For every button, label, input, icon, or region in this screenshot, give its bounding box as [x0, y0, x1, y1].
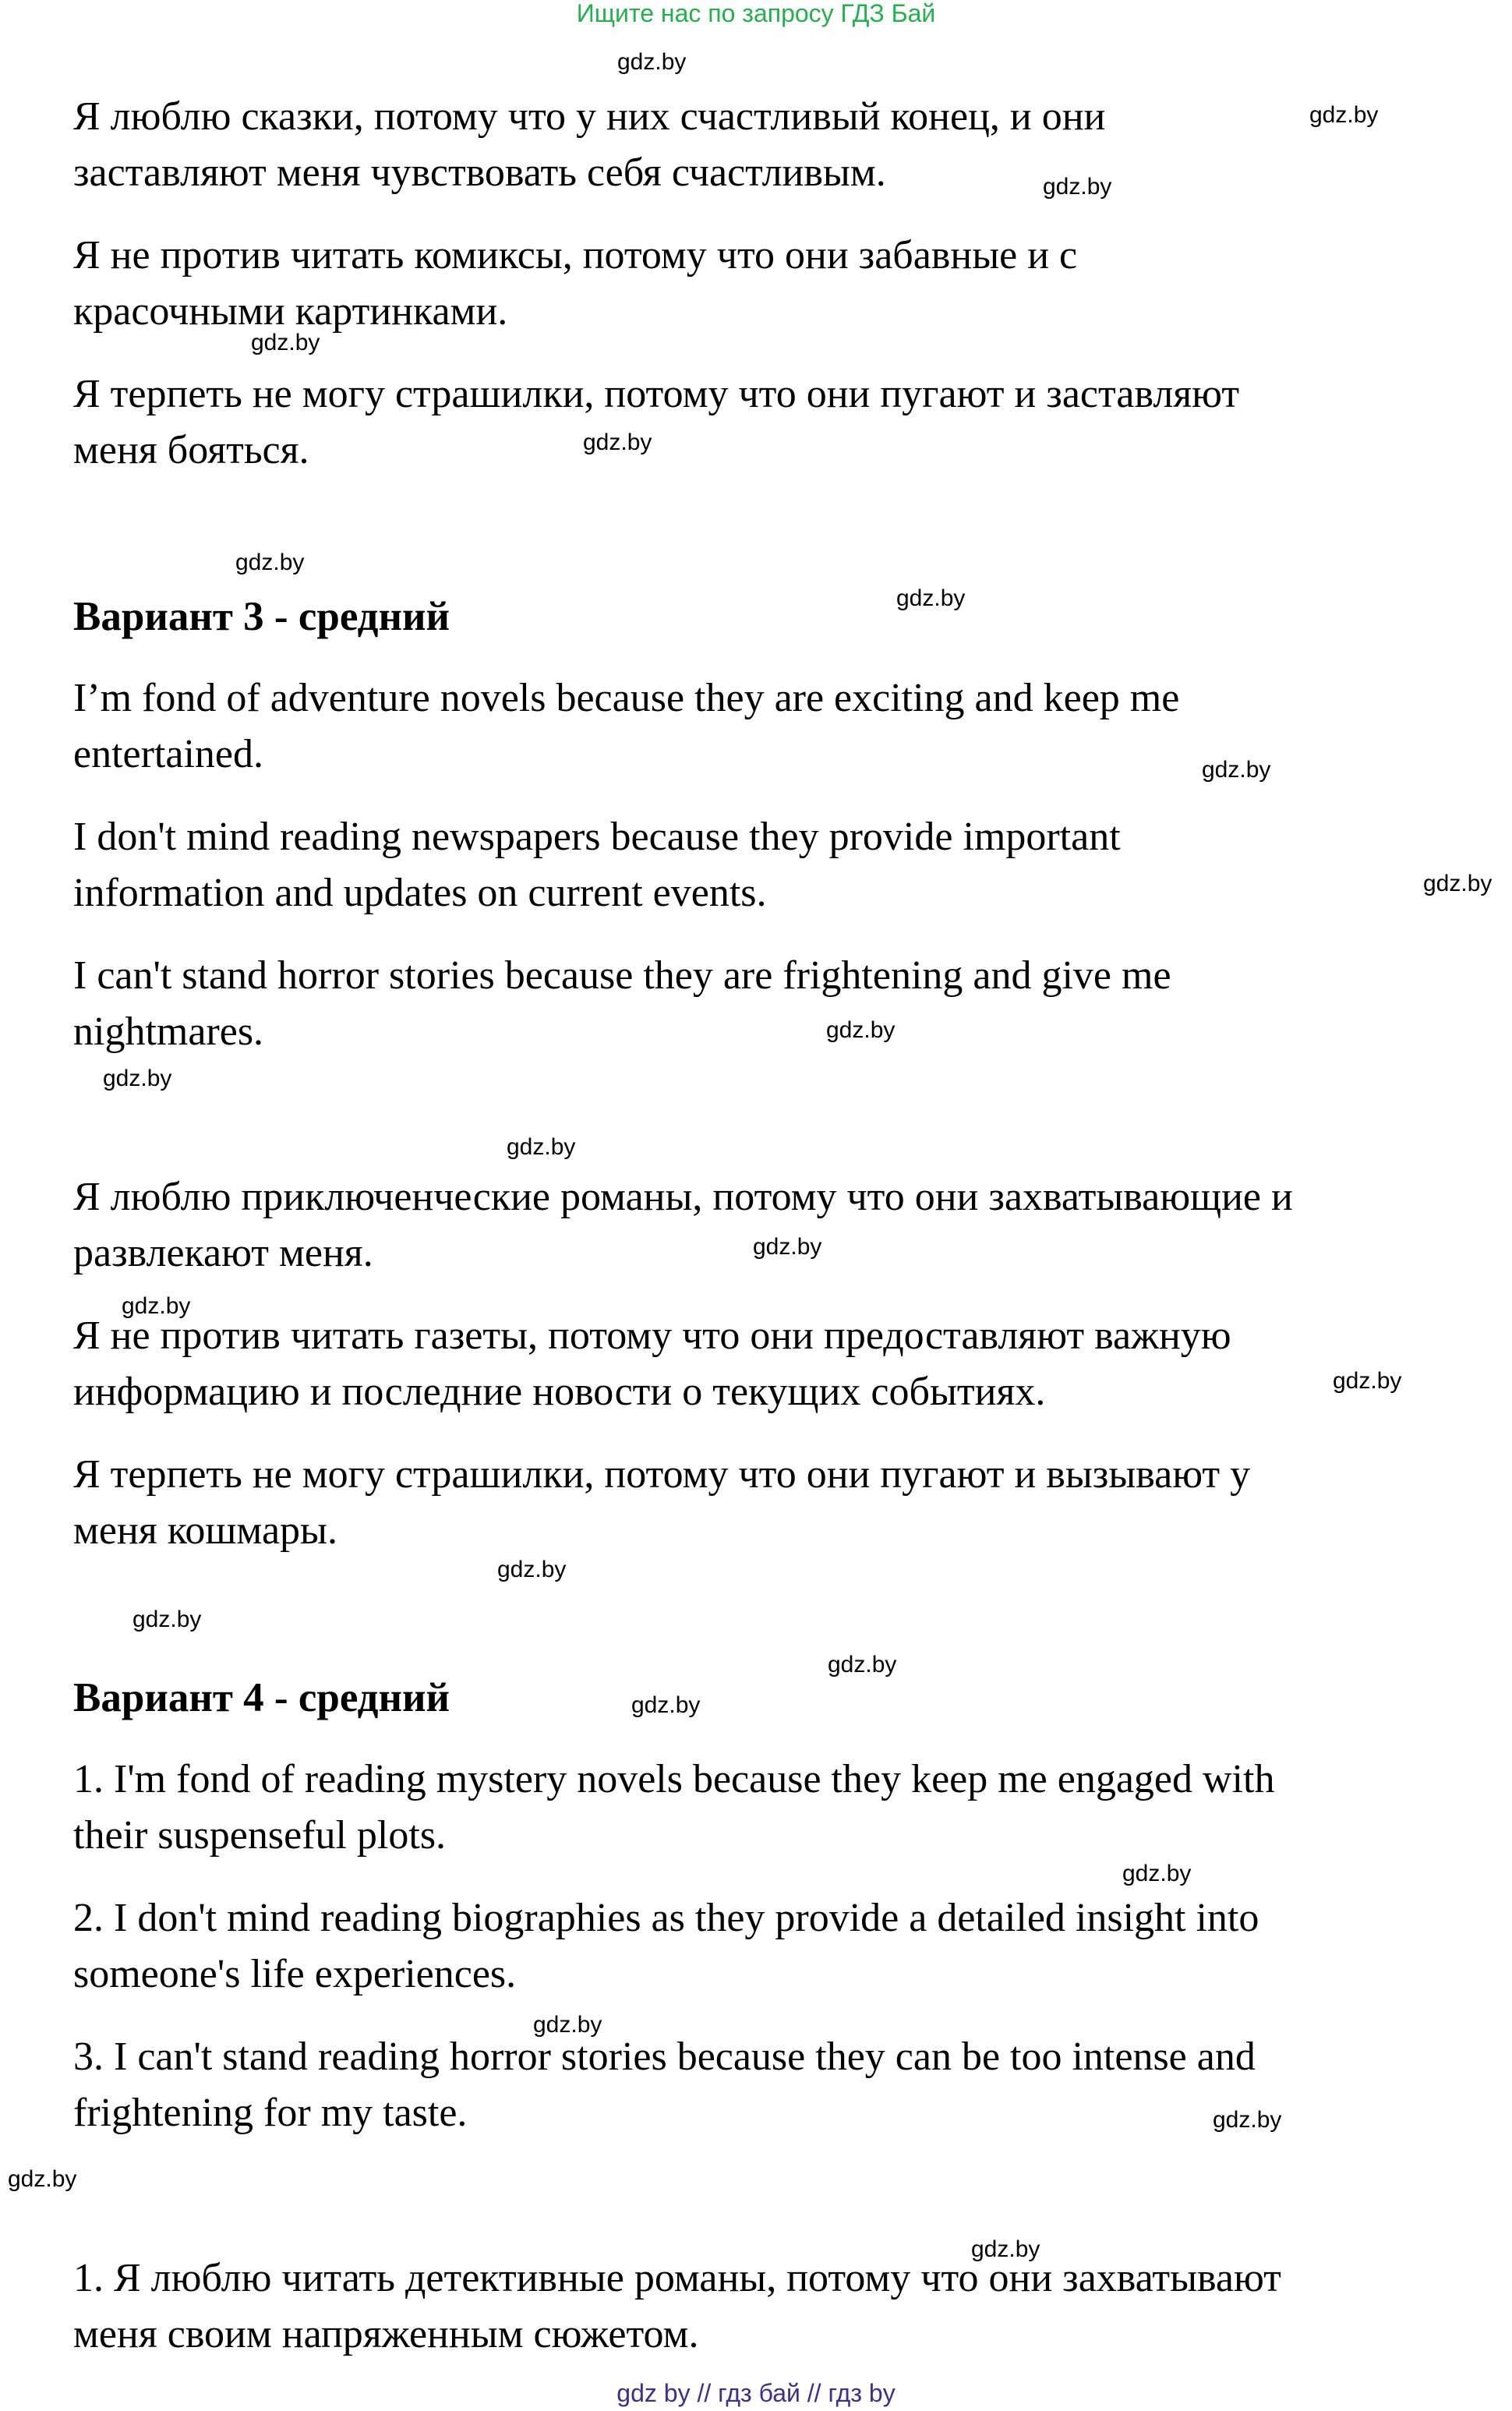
paragraph-line: 3. I can't stand reading horror stories because they can be too intense and [73, 2035, 1256, 2079]
paragraph-line: Я люблю сказки, потому что у них счастливый конец, и они [73, 94, 1106, 139]
paragraph-ru-fairy-tales [73, 89, 1476, 201]
paragraph-line: Я не против читать газеты, потому что они предоставляют важную [73, 1313, 1231, 1358]
paragraph-en-horror [73, 948, 1476, 1060]
paragraph-ru-detective [73, 2250, 1476, 2363]
watermark: gdz.by [1122, 1861, 1192, 1886]
paragraph-ru-horror-2 [73, 1447, 1476, 1559]
paragraph-line: развлекают меня. [73, 1231, 373, 1275]
watermark: gdz.by [507, 1134, 576, 1160]
watermark: gdz.by [497, 1557, 567, 1582]
section-heading-variant-3: Вариант 3 - средний [73, 594, 450, 639]
paragraph-line: nightmares. [73, 1009, 264, 1054]
paragraph-line: I don't mind reading newspapers because they provide important [73, 815, 1121, 859]
paragraph-ru-horror-1 [73, 366, 1476, 479]
paragraph-ru-comics [73, 228, 1476, 340]
paragraph-line: Я терпеть не могу страшилки, потому что они пугают и вызывают у [73, 1452, 1251, 1497]
watermark: gdz.by [251, 330, 320, 355]
paragraph-line: someone's life experiences. [73, 1952, 517, 1996]
paragraph-en-newspapers [73, 809, 1476, 921]
watermark: gdz.by [583, 430, 652, 455]
watermark: gdz.by [1333, 1368, 1402, 1394]
paragraph-line: меня кошмары. [73, 1508, 337, 1553]
paragraph-en-biographies [73, 1890, 1476, 2003]
watermark: gdz.by [103, 1066, 172, 1091]
paragraph-line: красочными картинками. [73, 289, 508, 334]
paragraph-line: информацию и последние новости о текущих событиях. [73, 1370, 1046, 1414]
paragraph-ru-adventure [73, 1169, 1476, 1282]
paragraph-line: 2. I don't mind reading biographies as they provide a detailed insight into [73, 1896, 1259, 1940]
watermark: gdz.by [753, 1234, 822, 1260]
watermark: gdz.by [1213, 2107, 1282, 2133]
paragraph-en-mystery [73, 1752, 1476, 1864]
search-hint-banner: Ищите нас по запросу ГДЗ Бай [576, 0, 936, 27]
watermark: gdz.by [896, 585, 966, 611]
paragraph-line: 1. Я люблю читать детективные романы, потому что они захватывают [73, 2256, 1281, 2300]
paragraph-line: frightening for my taste. [73, 2091, 468, 2135]
watermark: gdz.by [1423, 871, 1493, 896]
watermark: gdz.by [631, 1692, 701, 1718]
paragraph-line: заставляют меня чувствовать себя счастливым. [73, 150, 886, 195]
watermark: gdz.by [1043, 174, 1112, 200]
paragraph-line: information and updates on current events. [73, 871, 767, 915]
watermark: gdz.by [1309, 102, 1379, 128]
footer-links: gdz by // гдз бай // гдз by [616, 2379, 896, 2407]
paragraph-line: I’m fond of adventure novels because they are exciting and keep me [73, 676, 1180, 720]
paragraph-line: their suspenseful plots. [73, 1813, 447, 1858]
paragraph-line: меня бояться. [73, 428, 309, 472]
watermark: gdz.by [8, 2166, 77, 2192]
paragraph-line: I can't stand horror stories because they are frightening and give me [73, 953, 1171, 998]
paragraph-line: 1. I'm fond of reading mystery novels because they keep me engaged with [73, 1757, 1275, 1801]
paragraph-line: Я терпеть не могу страшилки, потому что они пугают и заставляют [73, 372, 1240, 416]
paragraph-line: меня своим напряженным сюжетом. [73, 2312, 699, 2356]
watermark: gdz.by [971, 2236, 1040, 2262]
paragraph-line: entertained. [73, 732, 263, 776]
watermark: gdz.by [132, 1607, 202, 1632]
watermark: gdz.by [826, 1017, 896, 1043]
paragraph-line: Я не против читать комиксы, потому что они забавные и с [73, 233, 1078, 278]
watermark: gdz.by [122, 1293, 191, 1319]
paragraph-line: Я люблю приключенческие романы, потому что они захватывающие и [73, 1175, 1293, 1219]
watermark: gdz.by [617, 49, 687, 75]
watermark: gdz.by [1202, 757, 1271, 783]
paragraph-ru-newspapers [73, 1308, 1476, 1420]
section-heading-variant-4: Вариант 4 - средний [73, 1675, 450, 1720]
watermark: gdz.by [533, 2012, 602, 2038]
watermark: gdz.by [235, 550, 305, 575]
watermark: gdz.by [828, 1652, 897, 1677]
